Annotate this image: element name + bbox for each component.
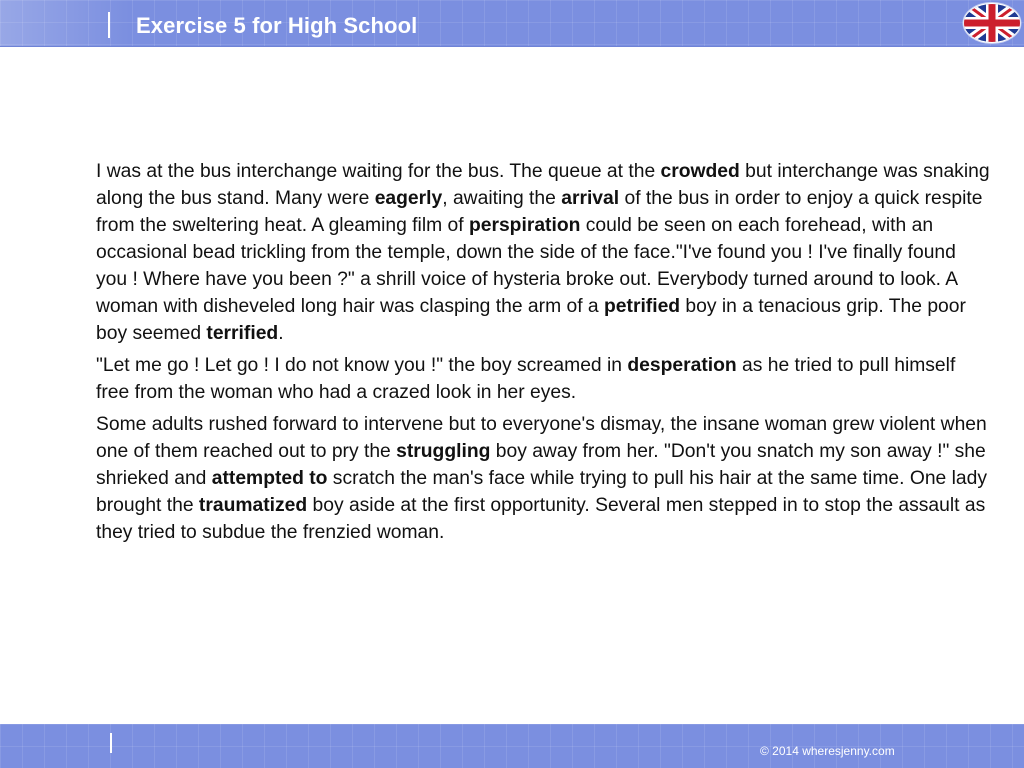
- copyright-text: © 2014 wheresjenny.com: [760, 744, 895, 758]
- footer-divider: [110, 733, 112, 753]
- text-run: as he tried to pull himself free from the woman who had a crazed look in her eyes.: [96, 355, 956, 403]
- text-run: scratch the man's face while trying to pull his hair at the same time. One lady brought the: [96, 468, 987, 516]
- paragraph-3: [96, 411, 990, 546]
- text-run: boy aside at the first opportunity. Several men stepped in to stop the assault as they tried to subdue the frenzied woman.: [96, 495, 986, 543]
- text-run: I was at the bus interchange waiting for the bus. The queue at the: [96, 161, 661, 182]
- text-run: but interchange was snaking along the bus stand. Many were: [96, 161, 990, 209]
- vocabulary-word: crowded: [660, 161, 740, 182]
- text-run: of the bus in order to enjoy a quick respite from the sweltering heat. A gleaming film of: [96, 188, 983, 236]
- page-title: Exercise 5 for High School: [136, 13, 418, 38]
- paragraph-1: [96, 158, 990, 347]
- paragraph-2: [96, 352, 990, 406]
- vocabulary-word: petrified: [604, 296, 681, 317]
- vocabulary-word: eagerly: [374, 188, 443, 209]
- header-shade: [0, 0, 130, 46]
- header-divider: [108, 12, 110, 38]
- vocabulary-word: traumatized: [198, 495, 308, 516]
- text-run: .: [278, 323, 284, 344]
- vocabulary-word: desperation: [627, 355, 737, 376]
- vocabulary-word: perspiration: [468, 215, 581, 236]
- text-run: , awaiting the: [442, 188, 562, 209]
- text-run: boy in a tenacious grip. The poor boy seemed: [96, 296, 966, 344]
- vocabulary-word: arrival: [561, 188, 620, 209]
- text-run: Some adults rushed forward to intervene but to everyone's dismay, the insane woman grew violent when one of them reached out to pry the: [96, 414, 987, 462]
- header-bar: [0, 0, 1024, 47]
- text-run: boy away from her. "Don't you snatch my son away !" she shrieked and: [96, 441, 986, 489]
- vocabulary-word: attempted to: [211, 468, 328, 489]
- vocabulary-word: struggling: [396, 441, 491, 462]
- vocabulary-word: terrified: [206, 323, 279, 344]
- text-run: "Let me go ! Let go ! I do not know you !" the boy screamed in: [96, 355, 628, 376]
- uk-flag-icon[interactable]: [962, 1, 1022, 45]
- exercise-text: [96, 158, 990, 551]
- footer-bar: [0, 724, 1024, 768]
- text-run: could be seen on each forehead, with an occasional bead trickling from the temple, down the side of the face."I've found you ! I've finally found you ! Where have you been ?" a shrill voice of hysteria broke out. Everybody turned around to look. A woman with disheveled long hair was clasping the arm of a: [96, 215, 958, 317]
